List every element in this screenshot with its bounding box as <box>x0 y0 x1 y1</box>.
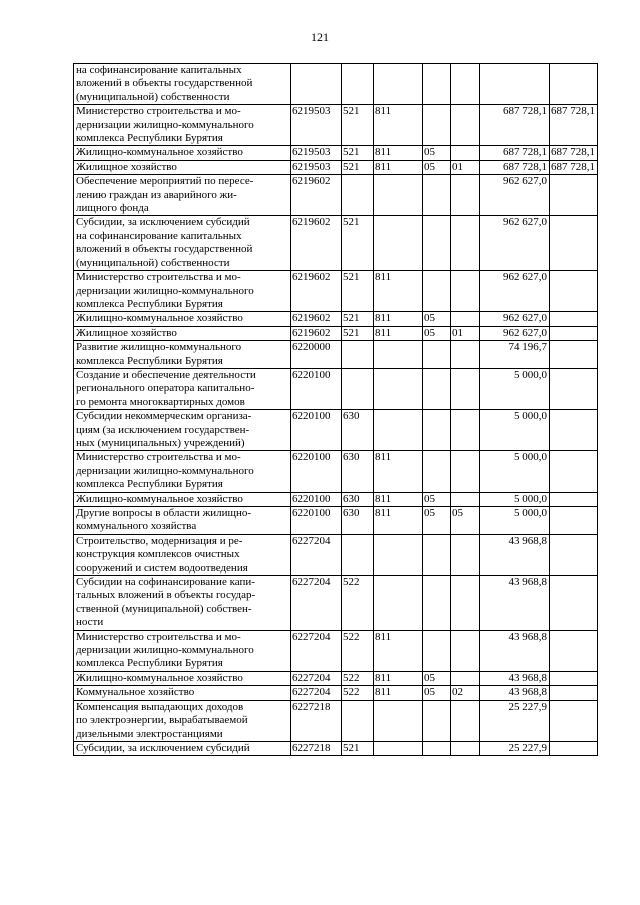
code-cell: 6227204 <box>291 671 342 685</box>
table-row <box>74 671 598 685</box>
section-cell: 05 <box>423 326 451 340</box>
ministry-code-cell <box>374 700 423 741</box>
table-row <box>74 576 598 631</box>
ministry-code-cell <box>374 534 423 575</box>
amount-second-cell <box>550 576 598 631</box>
item-name-line: Министерство строительства и мо- <box>76 105 241 118</box>
item-name-line: Жилищно-коммунальное хозяйство <box>76 492 243 505</box>
code-cell: 6220000 <box>291 341 342 369</box>
item-name-line: Другие вопросы в области жилищно- <box>76 507 252 519</box>
subsection-cell <box>451 216 480 271</box>
code-cell: 6227204 <box>291 576 342 631</box>
amount-cell: 962 627,0 <box>480 175 550 216</box>
ministry-code-cell: 811 <box>374 312 423 326</box>
ministry-code-cell: 811 <box>374 507 423 535</box>
table-row <box>74 686 598 700</box>
subsection-cell <box>451 312 480 326</box>
item-name-line: дернизации жилищно-коммунального <box>76 284 254 297</box>
table-row <box>74 368 598 409</box>
item-name-line: Жилищное хозяйство <box>76 160 177 173</box>
table-row <box>74 700 598 741</box>
ministry-code-cell <box>374 175 423 216</box>
expense-type-cell: 521 <box>342 146 374 160</box>
amount-second-cell <box>550 671 598 685</box>
item-name-line: тальных вложений в объекты государ- <box>76 589 256 602</box>
item-name-line: ных (муниципальных) учреждений) <box>76 436 245 449</box>
amount-cell: 5 000,0 <box>480 507 550 535</box>
code-cell: 6227204 <box>291 534 342 575</box>
item-name-line: Компенсация выпадающих доходов <box>76 700 244 713</box>
amount-cell: 74 196,7 <box>480 341 550 369</box>
item-name-line: по электроэнергии, вырабатываемой <box>76 714 248 727</box>
item-name-line: регионального оператора капитально- <box>76 382 255 395</box>
ministry-code-cell: 811 <box>374 451 423 492</box>
expense-type-cell: 521 <box>342 216 374 271</box>
expense-type-cell <box>342 64 374 105</box>
item-name-line: лищного фонда <box>76 202 149 215</box>
table-row <box>74 312 598 326</box>
code-cell: 6227218 <box>291 741 342 755</box>
amount-second-cell <box>550 741 598 755</box>
amount-second-cell <box>550 175 598 216</box>
amount-second-cell <box>550 534 598 575</box>
amount-cell: 687 728,1 <box>480 146 550 160</box>
item-name-cell <box>74 146 291 160</box>
expense-type-cell: 522 <box>342 671 374 685</box>
item-name-line: комплекса Республики Бурятия <box>76 132 223 145</box>
code-cell: 6219602 <box>291 326 342 340</box>
ministry-code-cell: 811 <box>374 326 423 340</box>
expense-type-cell <box>342 368 374 409</box>
amount-cell <box>480 64 550 105</box>
section-cell <box>423 741 451 755</box>
item-name-line: Субсидии на софинансирование капи- <box>76 576 255 589</box>
item-name-cell <box>74 507 291 535</box>
item-name-line: го ремонта многоквартирных домов <box>76 395 245 408</box>
subsection-cell <box>451 64 480 105</box>
code-cell: 6220100 <box>291 492 342 506</box>
ministry-code-cell: 811 <box>374 686 423 700</box>
table-row <box>74 326 598 340</box>
amount-cell: 43 968,8 <box>480 576 550 631</box>
item-name-line: дернизации жилищно-коммунального <box>76 644 254 657</box>
amount-second-cell <box>550 312 598 326</box>
item-name-cell <box>74 160 291 174</box>
item-name-line: дернизации жилищно-коммунального <box>76 118 254 131</box>
item-name-line: Министерство строительства и мо- <box>76 451 241 464</box>
amount-second-cell <box>550 507 598 535</box>
item-name-cell <box>74 686 291 700</box>
ministry-code-cell <box>374 410 423 451</box>
amount-cell: 5 000,0 <box>480 368 550 409</box>
ministry-code-cell: 811 <box>374 105 423 146</box>
item-name-line: Жилищное хозяйство <box>76 326 177 339</box>
subsection-cell <box>451 534 480 575</box>
item-name-line: вложений в объекты государственной <box>76 77 253 90</box>
amount-cell: 25 227,9 <box>480 741 550 755</box>
item-name-cell <box>74 105 291 146</box>
item-name-line: ственной (муниципальной) собствен- <box>76 602 252 615</box>
table-row <box>74 271 598 312</box>
item-name-line: (муниципальной) собственности <box>76 90 230 103</box>
amount-second-cell <box>550 368 598 409</box>
subsection-cell <box>451 410 480 451</box>
code-cell: 6219503 <box>291 146 342 160</box>
section-cell: 05 <box>423 146 451 160</box>
code-cell: 6227218 <box>291 700 342 741</box>
subsection-cell <box>451 630 480 671</box>
code-cell: 6219602 <box>291 271 342 312</box>
item-name-line: сооружений и систем водоотведения <box>76 561 248 574</box>
item-name-line: Субсидии некоммерческим организа- <box>76 410 252 423</box>
item-name-line: на софинансирование капитальных <box>76 64 242 76</box>
table-row <box>74 341 598 369</box>
code-cell: 6220100 <box>291 507 342 535</box>
item-name-line: комплекса Республики Бурятия <box>76 354 223 367</box>
amount-cell: 43 968,8 <box>480 671 550 685</box>
item-name-line: вложений в объекты государственной <box>76 243 253 256</box>
subsection-cell <box>451 492 480 506</box>
section-cell <box>423 700 451 741</box>
subsection-cell <box>451 576 480 631</box>
ministry-code-cell <box>374 368 423 409</box>
item-name-line: Обеспечение мероприятий по пересе- <box>76 175 254 188</box>
ministry-code-cell <box>374 216 423 271</box>
item-name-line: комплекса Республики Бурятия <box>76 657 223 670</box>
item-name-line: лению граждан из аварийного жи- <box>76 188 237 201</box>
code-cell <box>291 64 342 105</box>
section-cell: 05 <box>423 671 451 685</box>
table-row <box>74 534 598 575</box>
item-name-cell <box>74 216 291 271</box>
subsection-cell <box>451 271 480 312</box>
item-name-cell <box>74 451 291 492</box>
item-name-cell <box>74 671 291 685</box>
ministry-code-cell <box>374 341 423 369</box>
amount-second-cell <box>550 700 598 741</box>
subsection-cell <box>451 105 480 146</box>
item-name-cell <box>74 341 291 369</box>
table-row <box>74 175 598 216</box>
expense-type-cell: 521 <box>342 271 374 312</box>
item-name-line: Субсидии, за исключением субсидий <box>76 216 250 229</box>
section-cell <box>423 175 451 216</box>
table-row <box>74 105 598 146</box>
amount-cell: 687 728,1 <box>480 105 550 146</box>
table-row <box>74 410 598 451</box>
amount-cell: 25 227,9 <box>480 700 550 741</box>
table-row <box>74 451 598 492</box>
table-row <box>74 741 598 755</box>
ministry-code-cell <box>374 741 423 755</box>
item-name-cell <box>74 410 291 451</box>
code-cell: 6219503 <box>291 105 342 146</box>
item-name-line: циям (за исключением государствен- <box>76 423 250 436</box>
item-name-line: комплекса Республики Бурятия <box>76 297 223 310</box>
expense-type-cell: 521 <box>342 160 374 174</box>
subsection-cell: 01 <box>451 160 480 174</box>
amount-cell: 43 968,8 <box>480 534 550 575</box>
table-row <box>74 492 598 506</box>
subsection-cell <box>451 341 480 369</box>
table-row <box>74 507 598 535</box>
expense-type-cell: 521 <box>342 741 374 755</box>
amount-cell: 687 728,1 <box>480 160 550 174</box>
section-cell: 05 <box>423 312 451 326</box>
section-cell <box>423 630 451 671</box>
ministry-code-cell: 811 <box>374 160 423 174</box>
item-name-line: на софинансирование капитальных <box>76 229 242 242</box>
amount-cell: 43 968,8 <box>480 686 550 700</box>
amount-second-cell <box>550 410 598 451</box>
subsection-cell <box>451 368 480 409</box>
amount-cell: 5 000,0 <box>480 410 550 451</box>
section-cell <box>423 368 451 409</box>
expense-type-cell: 521 <box>342 312 374 326</box>
subsection-cell <box>451 146 480 160</box>
subsection-cell <box>451 451 480 492</box>
section-cell <box>423 451 451 492</box>
amount-second-cell <box>550 64 598 105</box>
expense-type-cell: 630 <box>342 492 374 506</box>
item-name-cell <box>74 271 291 312</box>
expense-type-cell: 522 <box>342 576 374 631</box>
item-name-line: Коммунальное хозяйство <box>76 686 195 699</box>
code-cell: 6227204 <box>291 686 342 700</box>
expense-type-cell: 521 <box>342 105 374 146</box>
table-body <box>74 64 598 756</box>
item-name-line: комплекса Республики Бурятия <box>76 478 223 491</box>
table-row <box>74 216 598 271</box>
subsection-cell <box>451 700 480 741</box>
budget-table <box>73 63 598 756</box>
item-name-cell <box>74 576 291 631</box>
amount-cell: 962 627,0 <box>480 271 550 312</box>
amount-second-cell <box>550 271 598 312</box>
section-cell <box>423 64 451 105</box>
section-cell: 05 <box>423 160 451 174</box>
section-cell <box>423 410 451 451</box>
item-name-cell <box>74 64 291 105</box>
expense-type-cell: 630 <box>342 410 374 451</box>
item-name-cell <box>74 630 291 671</box>
item-name-cell <box>74 741 291 755</box>
expense-type-cell <box>342 700 374 741</box>
code-cell: 6219503 <box>291 160 342 174</box>
table-row <box>74 160 598 174</box>
item-name-line: Министерство строительства и мо- <box>76 630 241 643</box>
amount-second-cell <box>550 686 598 700</box>
ministry-code-cell: 811 <box>374 492 423 506</box>
subsection-cell <box>451 741 480 755</box>
amount-second-cell <box>550 341 598 369</box>
amount-cell: 962 627,0 <box>480 216 550 271</box>
item-name-cell <box>74 175 291 216</box>
item-name-line: Субсидии, за исключением субсидий <box>76 741 250 754</box>
subsection-cell <box>451 175 480 216</box>
item-name-line: Создание и обеспечение деятельности <box>76 368 256 381</box>
table-row <box>74 64 598 105</box>
code-cell: 6227204 <box>291 630 342 671</box>
expense-type-cell: 630 <box>342 507 374 535</box>
item-name-line: коммунального хозяйства <box>76 520 197 533</box>
amount-cell: 43 968,8 <box>480 630 550 671</box>
amount-second-cell: 687 728,1 <box>550 160 598 174</box>
page-number: 121 <box>311 30 329 44</box>
section-cell <box>423 216 451 271</box>
expense-type-cell: 630 <box>342 451 374 492</box>
item-name-line: Строительство, модернизация и ре- <box>76 534 243 547</box>
subsection-cell: 05 <box>451 507 480 535</box>
expense-type-cell: 521 <box>342 326 374 340</box>
ministry-code-cell: 811 <box>374 146 423 160</box>
code-cell: 6219602 <box>291 312 342 326</box>
amount-second-cell <box>550 216 598 271</box>
table-row <box>74 630 598 671</box>
subsection-cell: 01 <box>451 326 480 340</box>
subsection-cell: 02 <box>451 686 480 700</box>
amount-cell: 5 000,0 <box>480 451 550 492</box>
expense-type-cell <box>342 341 374 369</box>
item-name-line: Жилищно-коммунальное хозяйство <box>76 312 243 325</box>
amount-cell: 962 627,0 <box>480 326 550 340</box>
item-name-cell <box>74 700 291 741</box>
item-name-line: Жилищно-коммунальное хозяйство <box>76 671 243 684</box>
ministry-code-cell: 811 <box>374 630 423 671</box>
amount-cell: 5 000,0 <box>480 492 550 506</box>
item-name-cell <box>74 492 291 506</box>
section-cell: 05 <box>423 507 451 535</box>
section-cell <box>423 105 451 146</box>
amount-second-cell: 687 728,1 <box>550 146 598 160</box>
code-cell: 6219602 <box>291 175 342 216</box>
expense-type-cell: 522 <box>342 686 374 700</box>
section-cell <box>423 341 451 369</box>
code-cell: 6220100 <box>291 368 342 409</box>
ministry-code-cell: 811 <box>374 671 423 685</box>
section-cell <box>423 271 451 312</box>
amount-second-cell <box>550 492 598 506</box>
expense-type-cell: 522 <box>342 630 374 671</box>
item-name-line: конструкция комплексов очистных <box>76 548 240 561</box>
section-cell <box>423 534 451 575</box>
subsection-cell <box>451 671 480 685</box>
code-cell: 6219602 <box>291 216 342 271</box>
section-cell: 05 <box>423 686 451 700</box>
code-cell: 6220100 <box>291 410 342 451</box>
table-row <box>74 146 598 160</box>
ministry-code-cell: 811 <box>374 271 423 312</box>
amount-cell: 962 627,0 <box>480 312 550 326</box>
ministry-code-cell <box>374 576 423 631</box>
item-name-line: Развитие жилищно-коммунального <box>76 341 242 354</box>
amount-second-cell <box>550 630 598 671</box>
expense-type-cell <box>342 175 374 216</box>
item-name-line: (муниципальной) собственности <box>76 256 230 269</box>
amount-second-cell <box>550 326 598 340</box>
item-name-cell <box>74 368 291 409</box>
item-name-line: ности <box>76 616 104 629</box>
amount-second-cell <box>550 451 598 492</box>
item-name-cell <box>74 534 291 575</box>
item-name-line: дернизации жилищно-коммунального <box>76 464 254 477</box>
item-name-line: Жилищно-коммунальное хозяйство <box>76 146 243 159</box>
section-cell: 05 <box>423 492 451 506</box>
item-name-cell <box>74 312 291 326</box>
ministry-code-cell <box>374 64 423 105</box>
amount-second-cell: 687 728,1 <box>550 105 598 146</box>
item-name-cell <box>74 326 291 340</box>
item-name-line: Министерство строительства и мо- <box>76 271 241 284</box>
code-cell: 6220100 <box>291 451 342 492</box>
item-name-line: дизельными электростанциями <box>76 727 223 740</box>
section-cell <box>423 576 451 631</box>
expense-type-cell <box>342 534 374 575</box>
